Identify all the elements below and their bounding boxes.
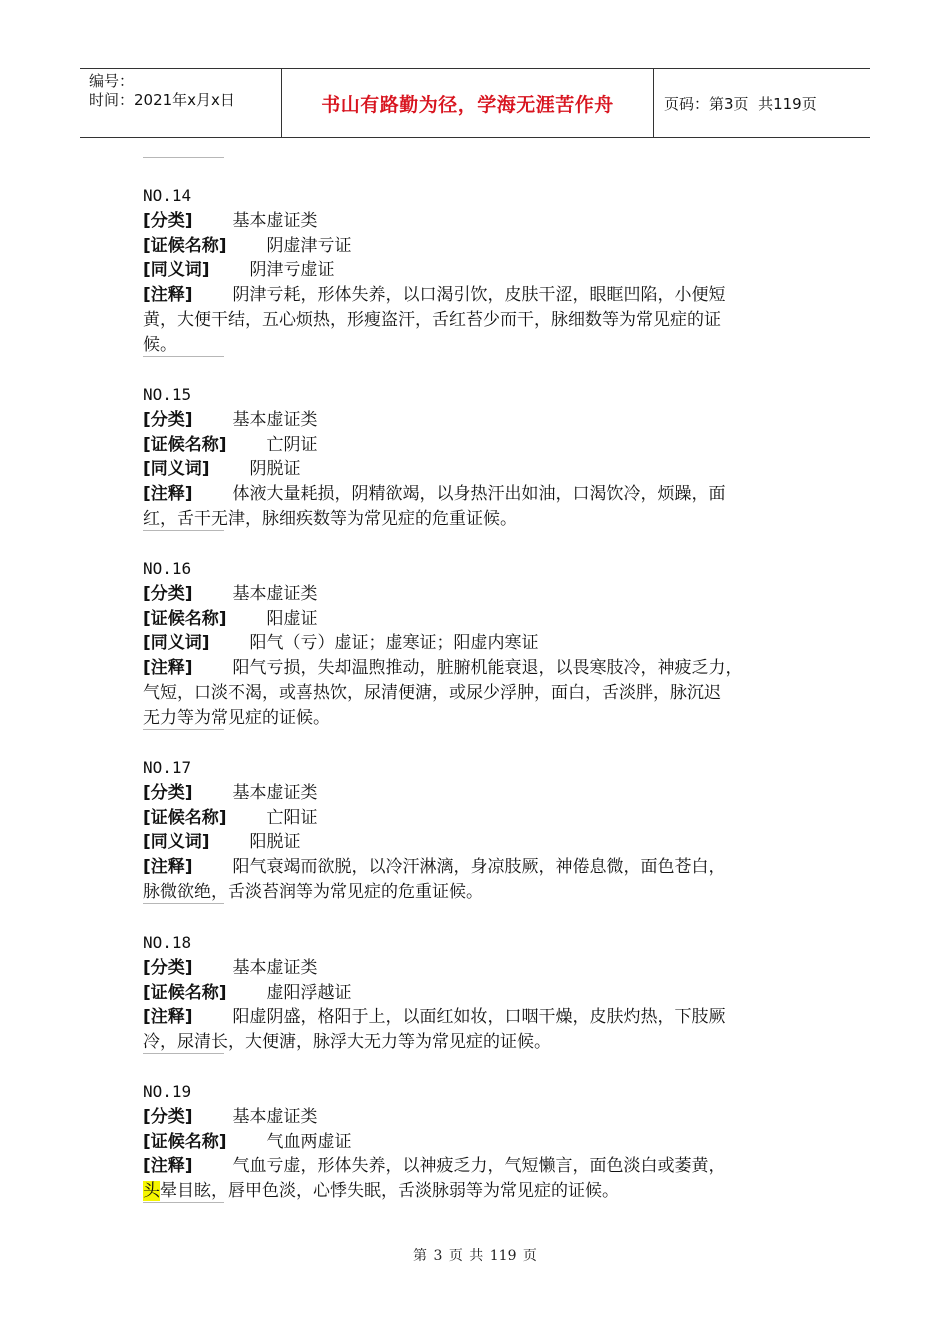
header-page-cell xyxy=(654,69,870,137)
name-value: 虚阳浮越证 xyxy=(266,982,352,1003)
number-label: 编号： xyxy=(89,72,135,90)
note-line: [注释] 阳气衰竭而欲脱，以冷汗淋漓，身凉肢厥，神倦息微，面色苍白， xyxy=(143,857,726,878)
divider xyxy=(143,729,224,730)
category-row xyxy=(143,209,823,234)
page-header xyxy=(80,68,870,138)
note-block xyxy=(143,283,823,357)
name-label: [证候名称] xyxy=(143,434,227,455)
name-row xyxy=(143,1130,823,1155)
category-label: [分类] xyxy=(143,782,193,803)
name-label: [证候名称] xyxy=(143,235,227,256)
category-value: 基本虚证类 xyxy=(232,1106,318,1127)
category-value: 基本虚证类 xyxy=(232,210,318,231)
note-line: 气短，口淡不渴，或喜热饮，尿清便溏，或尿少浮肿，面白，舌淡胖，脉沉迟 xyxy=(143,682,721,703)
entry-number: NO.14 xyxy=(143,186,192,205)
divider xyxy=(143,157,224,158)
divider xyxy=(143,903,224,904)
note-line: 无力等为常见症的证候。 xyxy=(143,707,330,728)
synonym-value: 阴津亏虚证 xyxy=(249,260,335,281)
name-value: 亡阳证 xyxy=(266,807,318,828)
header-meta xyxy=(80,69,282,137)
entry-number: NO.15 xyxy=(143,385,192,404)
name-value: 亡阴证 xyxy=(266,434,318,455)
note-line: 黄，大便干结，五心烦热，形瘦盗汗，舌红苔少而干，脉细数等为常见症的证 xyxy=(143,309,721,330)
note-line: [注释] 体液大量耗损，阴精欲竭，以身热汗出如油，口渴饮冷，烦躁，面 xyxy=(143,484,726,505)
entry-number: NO.16 xyxy=(143,559,192,578)
note-label: [注释] xyxy=(143,658,193,679)
category-label: [分类] xyxy=(143,409,193,430)
divider xyxy=(143,356,224,357)
synonym-row xyxy=(143,830,823,855)
synonym-row xyxy=(143,457,823,482)
category-label: [分类] xyxy=(143,1106,193,1127)
category-value: 基本虚证类 xyxy=(232,409,318,430)
entry-number: NO.19 xyxy=(143,1082,192,1101)
category-value: 基本虚证类 xyxy=(232,957,318,978)
name-label: [证候名称] xyxy=(143,982,227,1003)
note-block xyxy=(143,482,823,532)
name-value: 气血两虚证 xyxy=(266,1131,352,1152)
name-row xyxy=(143,433,823,458)
date-label: 时间：2021年x月x日 xyxy=(89,91,235,109)
note-line: 冷，尿清长，大便溏，脉浮大无力等为常见症的证候。 xyxy=(143,1032,551,1053)
category-row xyxy=(143,408,823,433)
category-row xyxy=(143,956,823,981)
entry-no16 xyxy=(143,557,823,731)
category-label: [分类] xyxy=(143,957,193,978)
highlight-mark: 头 xyxy=(143,1181,160,1202)
note-label: [注释] xyxy=(143,857,193,878)
note-block xyxy=(143,656,823,730)
name-row xyxy=(143,981,823,1006)
entry-number: NO.18 xyxy=(143,933,192,952)
page-label: 页码：第3页 共119页 xyxy=(664,94,817,113)
category-row xyxy=(143,1105,823,1130)
synonym-label: [同义词] xyxy=(143,459,210,480)
divider xyxy=(143,530,224,531)
note-line: 脉微欲绝，舌淡苔润等为常见症的危重证候。 xyxy=(143,881,483,902)
category-value: 基本虚证类 xyxy=(232,782,318,803)
divider xyxy=(143,1202,224,1203)
synonym-label: [同义词] xyxy=(143,832,210,853)
synonym-label: [同义词] xyxy=(143,633,210,654)
name-label: [证候名称] xyxy=(143,807,227,828)
note-line: [注释] 阳气亏损，失却温煦推动，脏腑机能衰退，以畏寒肢冷，神疲乏力， xyxy=(143,658,743,679)
note-block xyxy=(143,1154,823,1204)
entry-no15 xyxy=(143,383,823,532)
header-motto-cell xyxy=(282,69,654,137)
entry-number: NO.17 xyxy=(143,758,192,777)
note-line: [注释] 阳虚阴盛，格阳于上，以面红如妆，口咽干燥，皮肤灼热，下肢厥 xyxy=(143,1007,726,1028)
note-label: [注释] xyxy=(143,1156,193,1177)
entry-no19 xyxy=(143,1080,823,1204)
category-value: 基本虚证类 xyxy=(232,583,318,604)
note-label: [注释] xyxy=(143,1007,193,1028)
page-footer: 第 3 页 共 119 页 xyxy=(413,1248,537,1264)
synonym-value: 阳气（亏）虚证；虚寒证；阳虚内寒证 xyxy=(249,633,539,654)
divider xyxy=(143,1053,224,1054)
note-block xyxy=(143,855,823,905)
name-value: 阴虚津亏证 xyxy=(266,235,352,256)
name-label: [证候名称] xyxy=(143,1131,227,1152)
note-line: 候。 xyxy=(143,334,177,355)
motto: 书山有路勤为径，学海无涯苦作舟 xyxy=(321,93,614,116)
synonym-value: 阳脱证 xyxy=(249,832,301,853)
category-label: [分类] xyxy=(143,583,193,604)
note-block xyxy=(143,1005,823,1055)
category-label: [分类] xyxy=(143,210,193,231)
note-label: [注释] xyxy=(143,285,193,306)
note-line: [注释] 气血亏虚，形体失养，以神疲乏力，气短懒言，面色淡白或萎黄， xyxy=(143,1156,726,1177)
name-row xyxy=(143,806,823,831)
name-row xyxy=(143,234,823,259)
category-row xyxy=(143,582,823,607)
category-row xyxy=(143,781,823,806)
note-label: [注释] xyxy=(143,484,193,505)
note-line: [注释] 阴津亏耗，形体失养，以口渴引饮，皮肤干涩，眼眶凹陷，小便短 xyxy=(143,285,726,306)
entry-no17 xyxy=(143,756,823,905)
name-value: 阳虚证 xyxy=(266,608,318,629)
entry-no18 xyxy=(143,931,823,1055)
synonym-label: [同义词] xyxy=(143,260,210,281)
synonym-row xyxy=(143,631,823,656)
note-line: 红，舌干无津，脉细疾数等为常见症的危重证候。 xyxy=(143,508,517,529)
entry-no14 xyxy=(143,184,823,358)
name-row xyxy=(143,607,823,632)
name-label: [证候名称] xyxy=(143,608,227,629)
synonym-value: 阴脱证 xyxy=(249,459,301,480)
note-line: 头晕目眩，唇甲色淡，心悸失眠，舌淡脉弱等为常见症的证候。 xyxy=(143,1181,619,1202)
synonym-row xyxy=(143,258,823,283)
